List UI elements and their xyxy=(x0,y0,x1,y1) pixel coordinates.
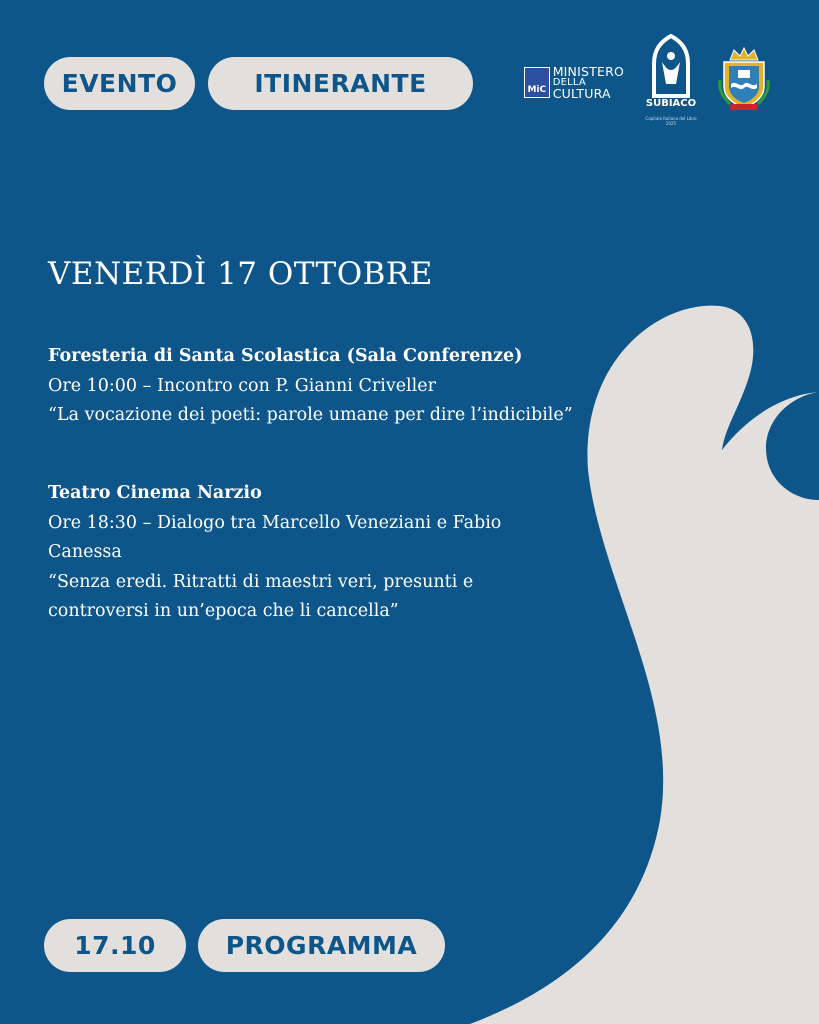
subiaco-name: SUBIACO xyxy=(645,98,697,109)
event-time-line: Ore 10:00 – Incontro con P. Gianni Criveller xyxy=(48,375,436,396)
mic-line-3: CULTURA xyxy=(552,85,611,101)
event-title: “Senza eredi. Ritratti di maestri veri, presunti e controversi in un’epoca che li cancella” xyxy=(48,571,474,621)
municipal-crest-icon xyxy=(718,46,770,112)
event-block xyxy=(48,479,578,627)
mic-line-2: DELLA xyxy=(552,76,586,88)
event-venue: Teatro Cinema Narzio xyxy=(48,483,262,503)
event-time-line: Ore 18:30 – Dialogo tra Marcello Veneziani e Fabio Canessa xyxy=(48,512,502,562)
event-block xyxy=(48,342,578,431)
subiaco-tagline: Capitale Italiana del Libro 2025 xyxy=(645,116,697,126)
date-tag: 17.10 xyxy=(44,919,186,972)
programma-tag: PROGRAMMA xyxy=(198,919,445,972)
ministero-cultura-logo xyxy=(524,62,624,102)
mic-wordmark xyxy=(552,63,624,101)
mic-badge: MiC xyxy=(524,67,550,98)
event-day-title: VENERDÌ 17 OTTOBRE xyxy=(48,256,433,292)
event-venue: Foresteria di Santa Scolastica (Sala Conferenze) xyxy=(48,346,523,366)
itinerante-tag: ITINERANTE xyxy=(208,57,473,110)
subiaco-arch-icon xyxy=(640,34,702,98)
event-title: “La vocazione dei poeti: parole umane per dire l’indicibile” xyxy=(48,405,573,425)
evento-tag: EVENTO xyxy=(44,57,195,110)
mic-line-1: MINISTERO xyxy=(552,63,624,79)
subiaco-logo xyxy=(640,34,702,126)
